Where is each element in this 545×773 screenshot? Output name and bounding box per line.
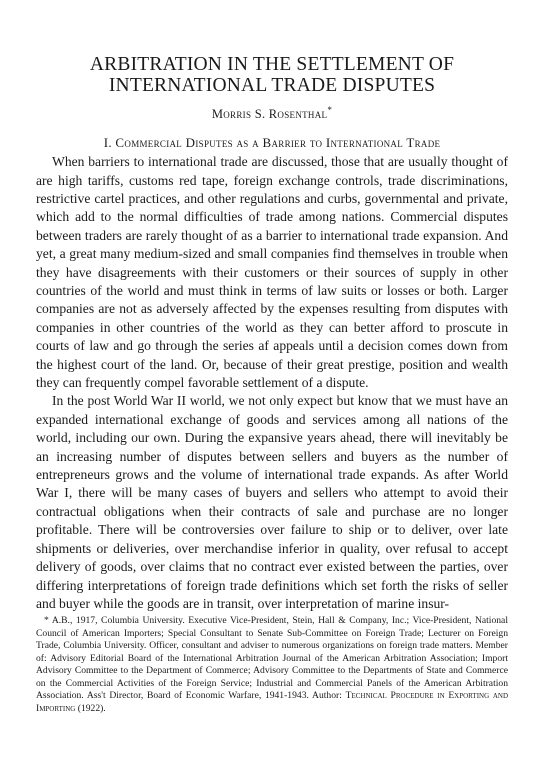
title-line-1: ARBITRATION IN THE SETTLEMENT OF (89, 54, 455, 75)
article-body (36, 153, 508, 613)
author-name: Morris S. Rosenthal (211, 107, 328, 122)
article-title (36, 0, 508, 96)
body-paragraph: In the post World War II world, we not only expect but know that we must have an expanded international exchange of goods and services among all nations of the world, including our own. During the expansive years ahead, there will inevitably be an increasing number of disputes between sellers and buyers as the number of entrepreneurs grows and the volume of international trade expands. As after World War I, there will be many cases of buyers and sellers who attempt to avoid their contractual obligations when their contracts of sale and purchase are no longer profitable. There will be controversies over failure to ship or to deliver, over late shipments or deliveries, over merchandise inferior in quality, over refusal to accept delivery of goods, over claims that no contract ever existed between the parties, over differing interpretations of foreign trade definitions which set forth the risks of seller and buyer while the goods are in transit, over interpretation of marine insur- (36, 393, 508, 611)
title-line-2: INTERNATIONAL TRADE DISPUTES (108, 75, 436, 96)
author-byline (36, 105, 508, 122)
footnote-publication: Technical Procedure in Exporting and Importing (1922). (36, 690, 508, 714)
footnote-text: * A.B., 1917, Columbia University. Executive Vice-President, Stein, Hall & Company, Inc.; Vice-President, National Council of American Importers; Special Consultant to Senate Sub-Committee on Foreign Trade; Lecturer on Foreign Trade, Columbia University. Officer, consultant and adviser to numerous organizations on foreign trade matters. Member of: Advisory Editorial Board of the International Arbitration Journal of the American Arbitration Association; Import Advisory Committee to the Department of Commerce; Advisory Committee to the Departments of State and Commerce on the Commercial Activities of the Foreign Service; Industrial and Commercial Panels of the American Arbitration Association. Ass't Director, Board of Economic Warfare, 1941-1943. Author: (36, 615, 508, 702)
author-footnote-mark: * (327, 105, 333, 115)
section-heading: I. Commercial Disputes as a Barrier to International Trade (103, 135, 441, 151)
author-footnote (36, 615, 508, 715)
body-paragraph: When barriers to international trade are discussed, those that are usually thought of are high tariffs, customs red tape, foreign exchange controls, trade discriminations, restrictive cartel practices, and other regulations and curbs, governmental and private, which add to the normal difficulties of trade among nations. Commercial disputes between traders are rarely thought of as a barrier to international trade expansion. And yet, a great many medium-sized and small companies find themselves in trouble when they have disagreements with their customers or their sources of supply in other countries of the world and must think in terms of law suits or losses or both. Larger companies are not as adversely affected by the expenses resulting from disputes with companies in other countries of the world as they can better afford to proscute in courts of law and go through the series af appeals until a decision comes down from the highest court of the land. Or, because of their great prestige, position and wealth they can frequently compel favorable settlement of a dispute. (36, 154, 508, 391)
